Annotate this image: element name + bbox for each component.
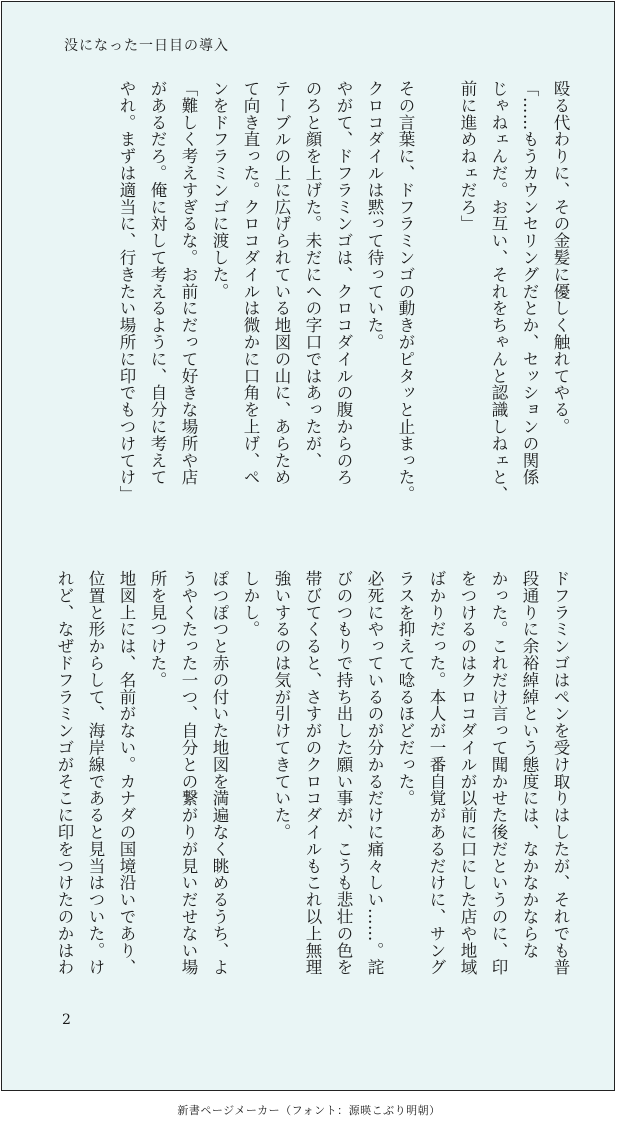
text-line: うやくたった一つ、自分との繋がりが見いだせない場: [179, 570, 198, 976]
text-block-top: [56, 80, 576, 540]
text-line: しかし。: [241, 570, 260, 638]
text-line: 段通りに余裕綽綽という態度には、なかなかならな: [520, 570, 539, 959]
text-line: 「難しく考えすぎるな。お前にだって好きな場所や店: [179, 80, 198, 486]
text-line: て向き直った。クロコダイルは微かに口角を上げ、ペ: [241, 80, 260, 486]
text-line: ンをドフラミンゴに渡した。: [210, 80, 229, 300]
text-line: 位置と形からして、海岸線であると見当はついた。け: [86, 570, 105, 976]
text-block-bottom: [56, 570, 576, 1030]
text-line: ぽつぽつと赤の付いた地図を満遍なく眺めるうち、よ: [210, 570, 229, 976]
text-line: やがて、ドフラミンゴは、クロコダイルの腹からのろ: [334, 80, 353, 486]
text-line: クロコダイルは黙って待っていた。: [365, 80, 384, 351]
text-line: 所を見つけた。: [148, 570, 167, 689]
text-line: びのつもりで持ち出した願い事が、こうも悲壮の色を: [334, 570, 353, 976]
footer-credit: 新書ページメーカー（フォント：源暎こぶり明朝）: [177, 1104, 441, 1117]
text-line: テーブルの上に広げられている地図の山に、あらため: [272, 80, 291, 486]
text-line: 帯びてくると、さすがのクロコダイルもこれ以上無理: [303, 570, 322, 976]
text-line: があるだろ。俺に対して考えるように、自分に考えて: [148, 80, 167, 486]
running-head: 没になった一日目の導入: [64, 38, 229, 54]
text-line: その言葉に、ドフラミンゴの動きがピタッと止まった。: [396, 80, 415, 503]
text-line: をつけるのはクロコダイルが以前に口にした店や地域: [458, 570, 477, 976]
text-line: 「……もうカウンセリングだとか、セッションの関係: [520, 80, 539, 486]
text-line: ばかりだった。本人が一番自覚があるだけに、サング: [427, 570, 446, 976]
text-line: 前に進めねェだろ」: [458, 80, 477, 233]
text-line: 殴る代わりに、その金髪に優しく触れてやる。: [551, 80, 570, 435]
text-line: 地図上には、名前がない。カナダの国境沿いであり、: [117, 570, 136, 976]
text-line: れど、なぜドフラミンゴがそこに印をつけたのかはわ: [55, 570, 74, 976]
text-line: [421, 80, 452, 540]
text-line: じゃねェんだ。お互い、それをちゃんと認識しねェと、: [489, 80, 508, 503]
book-page: [1, 1, 615, 1091]
text-line: のろと顔を上げた。未だにへの字口ではあったが、: [303, 80, 322, 469]
text-line: ドフラミンゴはペンを受け取りはしたが、それでも普: [551, 570, 570, 976]
text-line: 強いするのは気が引けてきていた。: [272, 570, 291, 841]
text-line: 必死にやっているのが分かるだけに痛々しい……。詫: [365, 570, 384, 976]
text-line: ラスを抑えて唸るほどだった。: [396, 570, 415, 807]
text-line: かった。これだけ言って聞かせた後だというのに、印: [489, 570, 508, 976]
page-number: 2: [62, 1012, 71, 1028]
text-line: やれ。まずは適当に、行きたい場所に印でもつけてけ」: [117, 80, 136, 503]
